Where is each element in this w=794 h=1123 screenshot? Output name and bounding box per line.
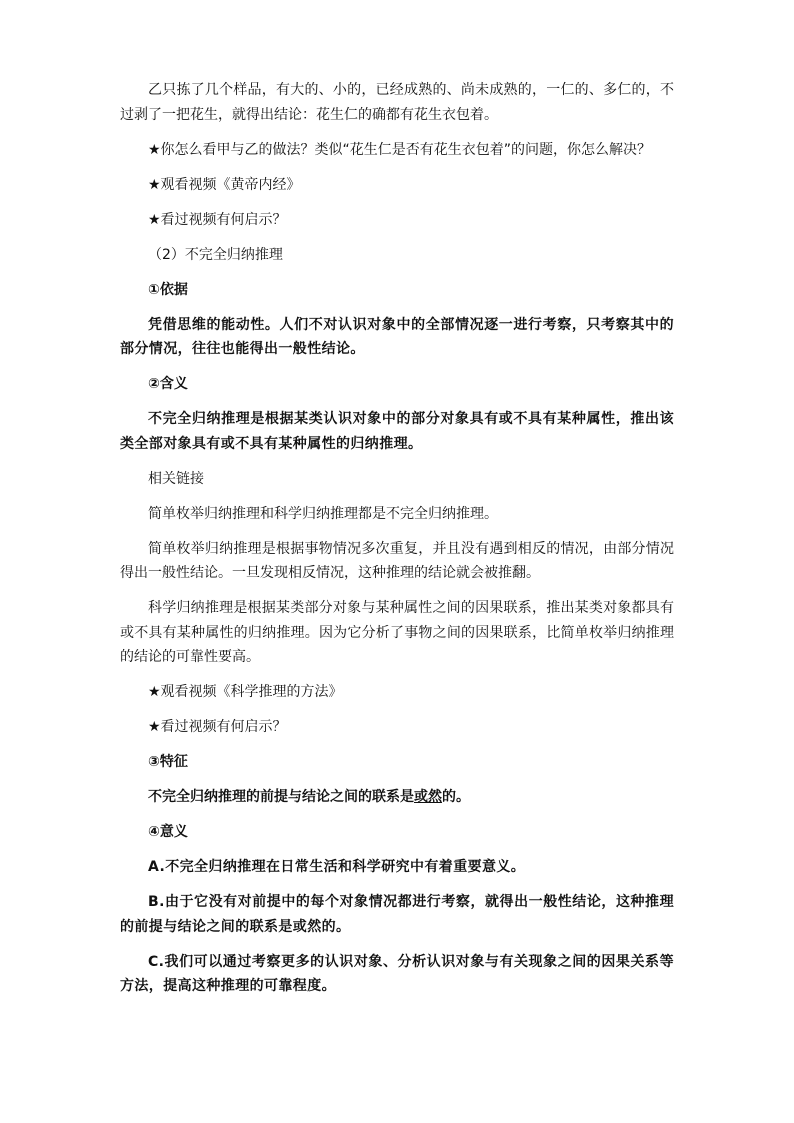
paragraph-scientific-induction: 科学归纳推理是根据某类部分对象与某种属性之间的因果联系，推出某类对象都具有或不具有某种属性的归纳推理。因为它分析了事物之间的因果联系，比简单枚举归纳推理的结论的可靠性要高。 xyxy=(120,600,674,665)
video-reflection-1: ★看过视频有何启示？ xyxy=(148,211,287,228)
subheading-significance: ④意义 xyxy=(148,824,188,840)
paragraph-basis: 凭借思维的能动性。人们不对认识对象中的全部情况逐一进行考察，只考察其中的部分情况，往往也能得出一般性结论。 xyxy=(120,316,674,357)
video-prompt-huangdi: ★观看视频《黄帝内经》 xyxy=(148,176,301,193)
paragraph-definition: 不完全归纳推理是根据某类认识对象中的部分对象具有或不具有某种属性，推出该类全部对象具有或不具有某种属性的归纳推理。 xyxy=(120,411,674,452)
paragraph-simple-enumeration: 简单枚举归纳推理是根据事物情况多次重复，并且没有遇到相反的情况，由部分情况得出一般性结论。一旦发现相反情况，这种推理的结论就会被推翻。 xyxy=(120,540,674,581)
subheading-meaning: ②含义 xyxy=(148,376,188,392)
paragraph-related-1: 简单枚举归纳推理和科学归纳推理都是不完全归纳推理。 xyxy=(148,505,498,522)
related-link-heading: 相关链接 xyxy=(148,470,204,487)
feature-text-after: 的。 xyxy=(442,789,470,805)
subheading-basis: ①依据 xyxy=(148,281,188,298)
significance-a: A.不完全归纳推理在日常生活和科学研究中有着重要意义。 xyxy=(148,859,526,875)
significance-b: B.由于它没有对前提中的每个对象情况都进行考察，就得出一般性结论，这种推理的前提与结论之间的联系是或然的。 xyxy=(120,894,674,935)
question-method: ★你怎么看甲与乙的做法？类似“花生仁是否有花生衣包着”的问题，你怎么解决？ xyxy=(148,141,652,158)
paragraph-example-yi: 乙只拣了几个样品，有大的、小的，已经成熟的、尚未成熟的，一仁的、多仁的，不过剥了一把花生，就得出结论：花生仁的确都有花生衣包着。 xyxy=(120,82,674,123)
subheading-feature: ③特征 xyxy=(148,754,188,770)
feature-emphasis: 或然 xyxy=(414,789,442,805)
video-reflection-2: ★看过视频有何启示？ xyxy=(148,719,287,735)
feature-text-before: 不完全归纳推理的前提与结论之间的联系是 xyxy=(148,789,414,805)
significance-c: C.我们可以通过考察更多的认识对象、分析认识对象与有关现象之间的因果关系等方法，提高这种推理的可靠程度。 xyxy=(120,953,674,994)
section-heading-incomplete-induction: （2）不完全归纳推理 xyxy=(148,246,283,263)
video-prompt-scientific: ★观看视频《科学推理的方法》 xyxy=(148,684,343,700)
paragraph-feature xyxy=(120,785,674,810)
